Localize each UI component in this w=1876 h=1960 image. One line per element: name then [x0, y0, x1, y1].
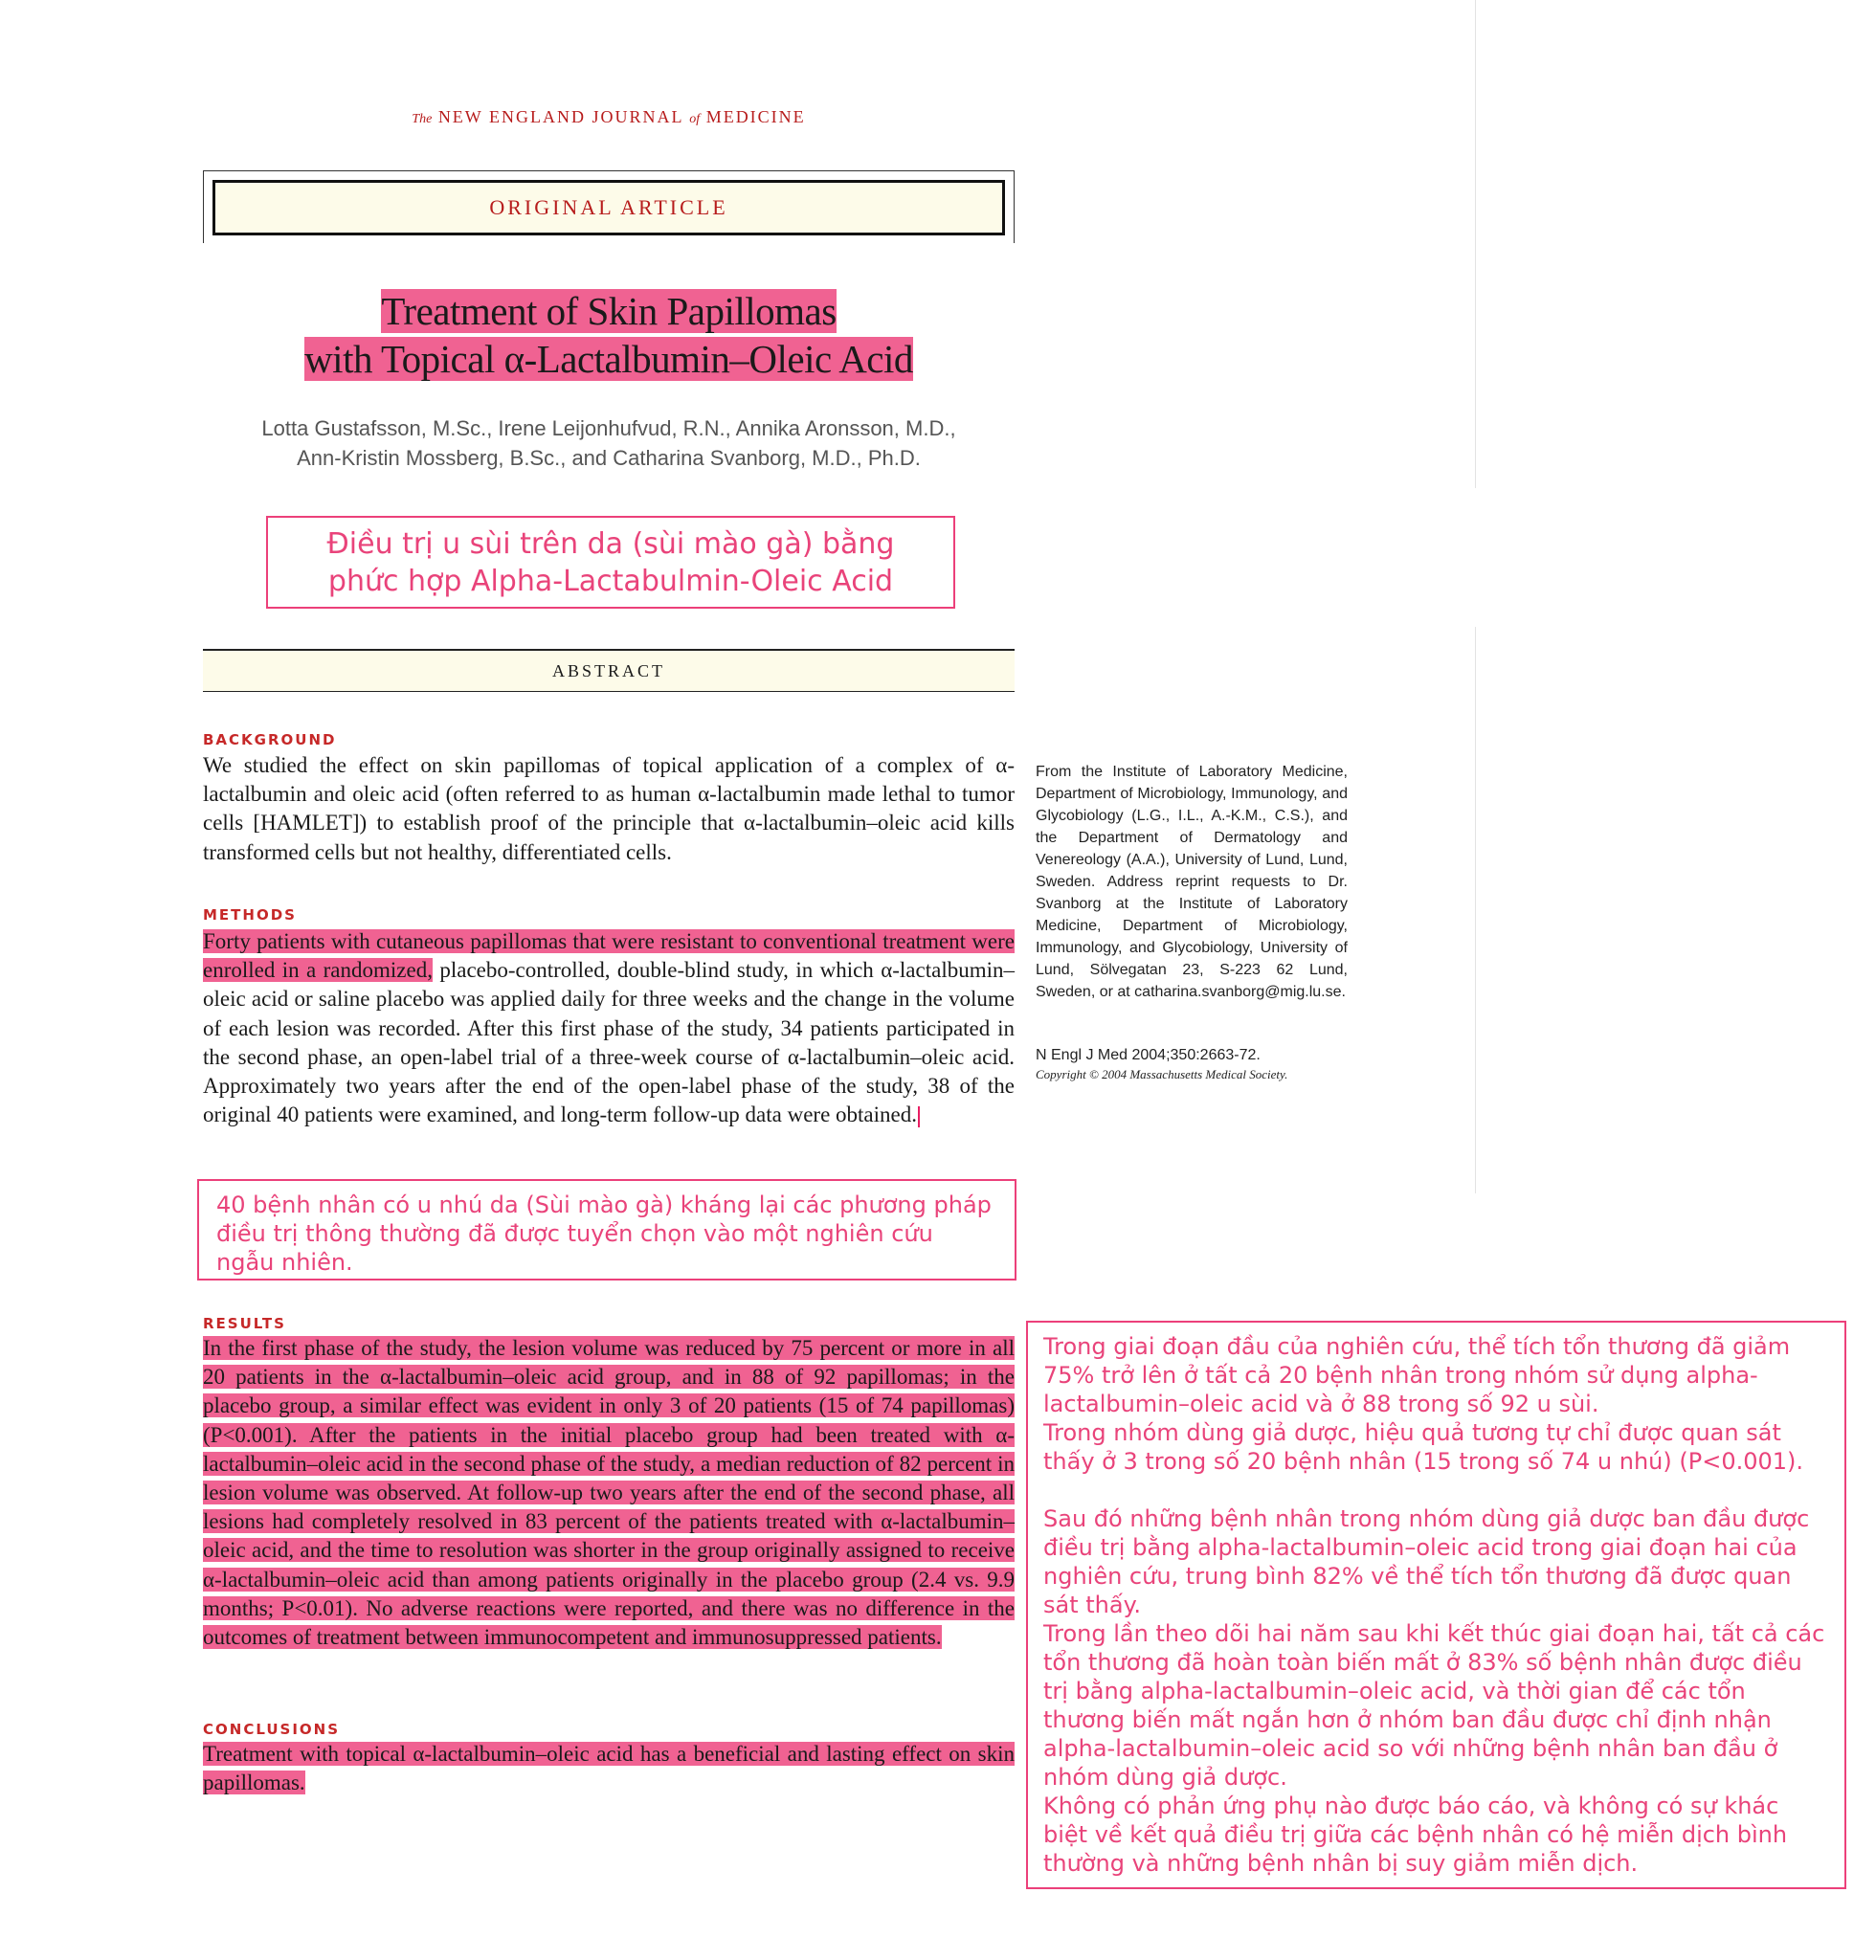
journal-medicine: MEDICINE [705, 107, 806, 126]
results-heading: RESULTS [203, 1315, 286, 1332]
background-text: We studied the effect on skin papillomas of topical application of a complex of α-lactalbumin and oleic acid (often referred to as human α-lactalbumin made lethal to tumor cells [HAMLET]) to establish proof of the principle that α-lactalbumin–oleic acid kills transformed cells but not healthy, differentiated cells. [203, 753, 1015, 864]
abstract-heading: ABSTRACT [203, 649, 1015, 692]
methods-heading: METHODS [203, 906, 297, 924]
vn-results-paragraph-1: Trong giai đoạn đầu của nghiên cứu, thể tích tổn thương đã giảm 75% trở lên ở tất cả 20 bệnh nhân trong nhóm sử dụng alpha-lactalbumin–oleic acid và ở 88 trong số 92 u sùi. [1043, 1333, 1791, 1417]
title-line-2: with Topical α-Lactalbumin–Oleic Acid [304, 337, 913, 381]
copyright: Copyright © 2004 Massachusetts Medical Society. [1036, 1067, 1288, 1081]
text-cursor [918, 1106, 920, 1127]
conclusions-heading: CONCLUSIONS [203, 1721, 341, 1738]
vietnamese-results-annotation [1026, 1321, 1846, 1889]
journal-the: The [412, 112, 433, 126]
conclusions-text [203, 1740, 1015, 1797]
citation: N Engl J Med 2004;350:2663-72. [1036, 1047, 1261, 1063]
vn-title-line-2: phức hợp Alpha-Lactabulmin-Oleic Acid [327, 565, 894, 598]
title-line-1: Treatment of Skin Papillomas [381, 289, 837, 333]
authors-line-1: Lotta Gustafsson, M.Sc., Irene Leijonhufvud, R.N., Annika Aronsson, M.D., [261, 416, 956, 440]
authors-line-2: Ann-Kristin Mossberg, B.Sc., and Catharina Svanborg, M.D., Ph.D. [297, 446, 921, 470]
vn-results-paragraph-5: Không có phản ứng phụ nào được báo cáo, và không có sự khác biệt về kết quả điều trị giữa các bệnh nhân có hệ miễn dịch bình thường và những bệnh nhân bị suy giảm miễn dịch. [1043, 1793, 1788, 1877]
vn-results-paragraph-3: Sau đó những bệnh nhân trong nhóm dùng giả dược ban đầu được điều trị bằng alpha-lactalbumin–oleic acid trong giai đoạn hai của nghiên cứu, trung bình 82% về thể tích tổn thương đã được quan sát thấy. [1043, 1505, 1810, 1618]
results-text [203, 1334, 1015, 1652]
article-title [153, 287, 1064, 383]
author-list [203, 413, 1015, 473]
methods-text [203, 927, 1015, 1129]
vn-title-line-1: Điều trị u sùi trên da (sùi mào gà) bằng [326, 527, 895, 561]
page-edge-bottom [1475, 627, 1476, 1193]
vn-results-paragraph-4: Trong lần theo dõi hai năm sau khi kết thúc giai đoạn hai, tất cả các tổn thương đã hoàn toàn biến mất ở 83% số bệnh nhân được điều trị bằng alpha-lactalbumin–oleic acid, và thời gian để các tổn thương biến mất ngắn hơn ở nhóm ban đầu được chỉ định nhận alpha-lactalbumin–oleic acid so với những bệnh nhân ban đầu ở nhóm dùng giả dược. [1043, 1620, 1825, 1791]
article-type-label: ORIGINAL ARTICLE [212, 180, 1005, 235]
vn-results-paragraph-2: Trong nhóm dùng giả dược, hiệu quả tương tự chỉ được quan sát thấy ở 3 trong số 20 bệnh nhân (15 trong số 74 u nhú) (P<0.001). [1043, 1419, 1804, 1475]
conclusions-highlight: Treatment with topical α-lactalbumin–oleic acid has a beneficial and lasting effect on skin papillomas. [203, 1742, 1015, 1795]
methods-rest: placebo-controlled, double-blind study, in which α-lactalbumin–oleic acid or saline placebo was applied daily for three weeks and the change in the volume of each lesion was recorded. After this first phase of the study, 34 patients participated in the second phase, an open-label trial of a three-week course of α-lactalbumin–oleic acid. Approximately two years after the end of the open-label phase of the study, 38 of the original 40 patients were examined, and long-term follow-up data were obtained. [203, 958, 1015, 1127]
vietnamese-title-annotation [266, 516, 955, 609]
paragraph-gap [1043, 1476, 1829, 1504]
journal-masthead [203, 107, 1015, 127]
background-heading: BACKGROUND [203, 731, 337, 748]
results-highlight: In the first phase of the study, the lesion volume was reduced by 75 percent or more in all 20 patients in the α-lactalbumin–oleic acid group, and in 88 of 92 papillomas; in the placebo group, a similar effect was evident in only 3 of 20 patients (15 of 74 papillomas) (P<0.001). After the patients in the initial placebo group had been treated with α-lactalbumin–oleic acid in the second phase of the study, a median reduction of 82 percent in lesion volume was observed. At follow-up two years after the end of the second phase, all lesions had completely resolved in 83 percent of the patients treated with α-lactalbumin–oleic acid, and the time to resolution was shorter in the group originally assigned to receive α-lactalbumin–oleic acid than among patients originally in the placebo group (2.4 vs. 9.9 months; P<0.01). No adverse reactions were reported, and there was no difference in the outcomes of treatment between immunocompetent and immunosuppressed patients. [203, 1336, 1015, 1650]
methods-highlight: Forty patients with cutaneous papillomas that were resistant to conventional treatment were enrolled in a randomized, [203, 929, 1015, 983]
affiliation-note: From the Institute of Laboratory Medicine, Department of Microbiology, Immunology, and Glycobiology (L.G., I.L., A.-K.M., C.S.), and the Department of Dermatology and Venereology (A.A.), University of Lund, Lund, Sweden. Address reprint requests to Dr. Svanborg at the Institute of Laboratory Medicine, Department of Microbiology, Immunology, and Glycobiology, University of Lund, Sölvegatan 23, S-223 62 Lund, Sweden, or at catharina.svanborg@mig.lu.se. [1036, 764, 1348, 1000]
journal-name: NEW ENGLAND JOURNAL [437, 107, 683, 126]
vietnamese-methods-annotation: 40 bệnh nhân có u nhú da (Sùi mào gà) kháng lại các phương pháp điều trị thông thường đã được tuyển chọn vào một nghiên cứu ngẫu nhiên. [197, 1179, 1016, 1281]
page-edge-top [1475, 0, 1476, 488]
journal-of: of [689, 112, 701, 126]
